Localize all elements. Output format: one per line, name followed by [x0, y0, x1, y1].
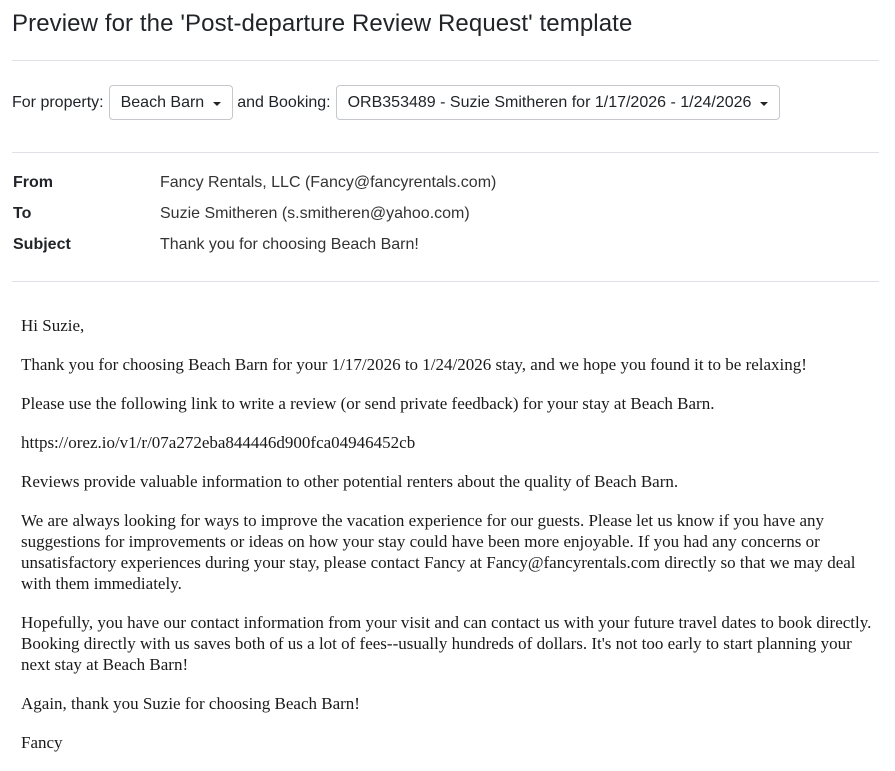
booking-dropdown[interactable] — [336, 85, 781, 120]
body-paragraph: Reviews provide valuable information to other potential renters about the quality of Beach Barn. — [21, 472, 679, 491]
review-link: https://orez.io/v1/r/07a272eba844446d900fca04946452cb — [21, 433, 416, 452]
property-dropdown[interactable] — [109, 85, 234, 120]
body-paragraph: We are always looking for ways to improve the vacation experience for our guests. Please let us know if you have any suggestions for improvements or ideas on how your stay could have been more enjoyable. If you had any concerns or unsatisfactory experiences during your stay, please contact Fancy at Fancy@fancyrentals.com directly so that we may deal with them immediately. — [21, 511, 856, 593]
title-divider — [12, 60, 879, 61]
to-value: Suzie Smitheren (s.smitheren@yahoo.com) — [160, 205, 470, 222]
email-body — [21, 315, 878, 771]
body-paragraph: Thank you for choosing Beach Barn for your 1/17/2026 to 1/24/2026 stay, and we hope you found it to be relaxing! — [21, 355, 807, 374]
from-label: From — [13, 174, 53, 191]
body-paragraph: Please use the following link to write a review (or send private feedback) for your stay at Beach Barn. — [21, 394, 715, 413]
body-paragraph: Again, thank you Suzie for choosing Beach Barn! — [21, 694, 360, 713]
to-label: To — [13, 205, 32, 222]
booking-dropdown-value: ORB353489 - Suzie Smitheren for 1/17/2026 - 1/24/2026 — [347, 93, 752, 111]
preview-selectors — [12, 84, 780, 121]
caret-down-icon — [760, 102, 768, 106]
greeting: Hi Suzie, — [21, 316, 85, 335]
selector-divider — [12, 152, 879, 153]
page-title: Preview for the 'Post-departure Review Request' template — [12, 10, 633, 37]
subject-label: Subject — [13, 236, 71, 253]
signature: Fancy — [21, 733, 63, 752]
property-dropdown-value: Beach Barn — [120, 93, 205, 111]
from-value: Fancy Rentals, LLC (Fancy@fancyrentals.com) — [160, 174, 497, 191]
caret-down-icon — [213, 102, 221, 106]
booking-label: and Booking: — [237, 93, 331, 111]
header-divider — [12, 281, 879, 282]
subject-value: Thank you for choosing Beach Barn! — [160, 236, 419, 253]
property-label: For property: — [12, 93, 104, 111]
body-paragraph: Hopefully, you have our contact information from your visit and can contact us with your future travel dates to book directly. Booking directly with us saves both of us a lot of fees--usually hundreds of dollars. It's not too early to start planning your next stay at Beach Barn! — [21, 613, 872, 674]
